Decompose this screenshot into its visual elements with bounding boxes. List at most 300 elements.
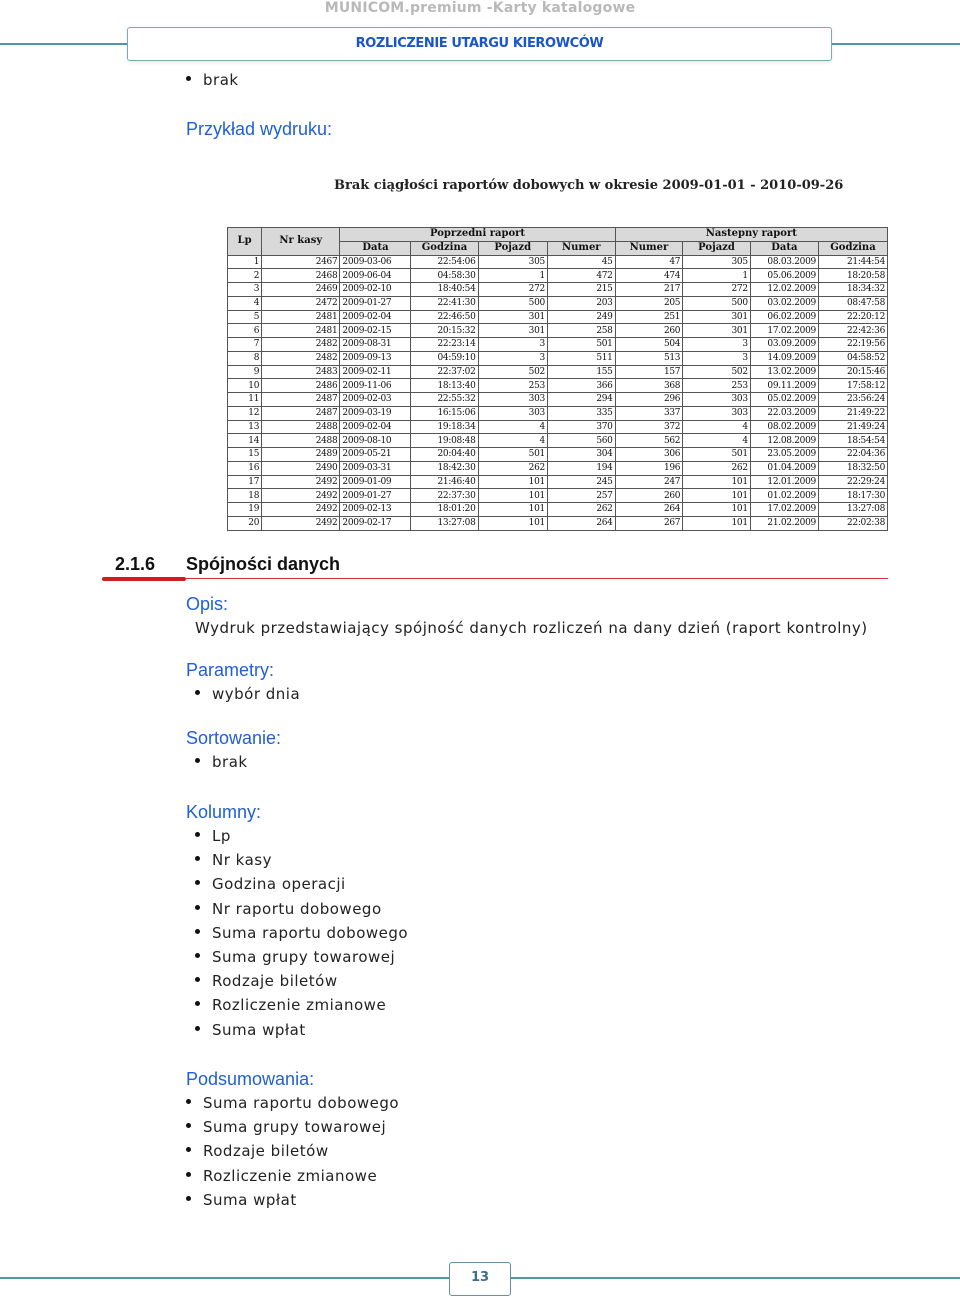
section-title: Spójności danych (186, 554, 341, 574)
report-cell: 260 (615, 324, 683, 338)
report-cell: 22:42:36 (818, 324, 887, 338)
report-row (228, 420, 888, 434)
report-cell: 2009-01-27 (340, 489, 411, 503)
report-cell: 08.03.2009 (750, 255, 818, 269)
report-cell: 372 (615, 420, 683, 434)
report-cell: 19:18:34 (411, 420, 478, 434)
top-list-item (186, 71, 239, 89)
report-cell: 305 (478, 255, 547, 269)
report-cell: 264 (615, 503, 683, 517)
report-cell: 13.02.2009 (750, 365, 818, 379)
list-item (186, 1191, 297, 1209)
sortowanie-item (195, 753, 248, 771)
report-cell: 3 (228, 283, 262, 297)
report-cell: 262 (478, 461, 547, 475)
report-cell: 294 (547, 393, 615, 407)
report-cell: 501 (478, 448, 547, 462)
report-row (228, 406, 888, 420)
report-cell: 16:15:06 (411, 406, 478, 420)
report-cell: 194 (547, 461, 615, 475)
report-cell: 303 (478, 406, 547, 420)
report-cell: 303 (683, 393, 751, 407)
report-cell: 08:47:58 (818, 296, 887, 310)
report-cell: 18:01:20 (411, 503, 478, 517)
report-cell: 2009-05-21 (340, 448, 411, 462)
bullet-icon (195, 929, 200, 934)
report-cell: 2009-08-31 (340, 338, 411, 352)
report-cell: 247 (615, 475, 683, 489)
report-cell: 20:04:40 (411, 448, 478, 462)
report-row (228, 255, 888, 269)
report-cell: 22:19:56 (818, 338, 887, 352)
report-cell: 260 (615, 489, 683, 503)
report-cell: 2492 (262, 489, 340, 503)
report-cell: 05.06.2009 (750, 269, 818, 283)
list-item-text: Suma raportu dobowego (212, 923, 409, 942)
report-row (228, 461, 888, 475)
list-item-text: Suma raportu dobowego (203, 1094, 400, 1112)
report-cell: 262 (683, 461, 751, 475)
report-cell: 22:55:32 (411, 393, 478, 407)
report-cell: 1 (478, 269, 547, 283)
list-item (186, 1167, 377, 1185)
report-cell: 12 (228, 406, 262, 420)
report-cell: 245 (547, 475, 615, 489)
report-cell: 3 (683, 351, 751, 365)
report-cell: 101 (478, 489, 547, 503)
report-cell: 501 (547, 338, 615, 352)
bullet-icon (195, 953, 200, 958)
report-row (228, 434, 888, 448)
report-row (228, 379, 888, 393)
list-item-text: Nr raportu dobowego (212, 899, 382, 918)
report-cell: 215 (547, 283, 615, 297)
report-cell: 501 (683, 448, 751, 462)
report-cell: 47 (615, 255, 683, 269)
report-cell: 21:44:54 (818, 255, 887, 269)
document-title: MUNICOM.premium -Karty katalogowe (324, 0, 636, 16)
report-cell: 01.04.2009 (750, 461, 818, 475)
list-item (195, 875, 346, 893)
report-cell: 303 (683, 406, 751, 420)
report-cell: 2483 (262, 365, 340, 379)
report-cell: 03.09.2009 (750, 338, 818, 352)
list-item (195, 924, 408, 942)
report-row (228, 351, 888, 365)
report-cell: 264 (547, 516, 615, 530)
bullet-icon (195, 977, 200, 982)
report-cell: 4 (228, 296, 262, 310)
report-cell: 21:49:24 (818, 420, 887, 434)
report-cell: 18:42:30 (411, 461, 478, 475)
report-cell: 13:27:08 (818, 503, 887, 517)
report-cell: 12.08.2009 (750, 434, 818, 448)
list-item-text: brak (203, 71, 239, 89)
report-cell: 22:04:36 (818, 448, 887, 462)
report-cell: 502 (683, 365, 751, 379)
report-cell: 12.01.2009 (750, 475, 818, 489)
report-cell: 2009-03-31 (340, 461, 411, 475)
sub-header: Pojazd (478, 241, 547, 255)
report-cell: 21:46:40 (411, 475, 478, 489)
report-cell: 2009-06-04 (340, 269, 411, 283)
report-cell: 272 (478, 283, 547, 297)
list-item-text: Suma grupy towarowej (203, 1118, 387, 1137)
group-prev-header: Poprzedni raport (340, 228, 615, 242)
report-cell: 3 (478, 338, 547, 352)
sub-header: Pojazd (683, 241, 751, 255)
report-cell: 22:29:24 (818, 475, 887, 489)
report-cell: 2492 (262, 475, 340, 489)
report-cell: 17 (228, 475, 262, 489)
report-row (228, 489, 888, 503)
report-cell: 258 (547, 324, 615, 338)
report-cell: 4 (478, 434, 547, 448)
sub-header: Godzina (411, 241, 478, 255)
report-row (228, 324, 888, 338)
report-cell: 304 (547, 448, 615, 462)
list-item-text: Suma grupy towarowej (212, 948, 396, 966)
bullet-icon (186, 1123, 191, 1128)
report-cell: 272 (683, 283, 751, 297)
bullet-icon (186, 1172, 191, 1177)
report-cell: 06.02.2009 (750, 310, 818, 324)
report-cell: 2009-01-09 (340, 475, 411, 489)
report-cell: 13 (228, 420, 262, 434)
list-item-text: Lp (212, 827, 231, 845)
bullet-icon (195, 856, 200, 861)
report-cell: 2488 (262, 434, 340, 448)
bullet-icon (195, 905, 200, 910)
report-row (228, 283, 888, 297)
report-cell: 7 (228, 338, 262, 352)
report-cell: 2009-02-13 (340, 503, 411, 517)
report-cell: 2468 (262, 269, 340, 283)
report-cell: 305 (683, 255, 751, 269)
report-row (228, 338, 888, 352)
header-rule-left (0, 43, 127, 45)
report-cell: 2490 (262, 461, 340, 475)
report-cell: 101 (683, 516, 751, 530)
report-image (226, 170, 888, 534)
list-item (195, 948, 395, 966)
report-cell: 4 (683, 420, 751, 434)
report-cell: 18:34:32 (818, 283, 887, 297)
section-underline (186, 578, 888, 579)
report-cell: 2009-11-06 (340, 379, 411, 393)
report-cell: 13:27:08 (411, 516, 478, 530)
report-cell: 257 (547, 489, 615, 503)
bullet-icon (195, 880, 200, 885)
report-cell: 196 (615, 461, 683, 475)
report-cell: 11 (228, 393, 262, 407)
list-item (186, 1142, 329, 1160)
report-cell: 217 (615, 283, 683, 297)
report-cell: 6 (228, 324, 262, 338)
report-cell: 03.02.2009 (750, 296, 818, 310)
bullet-icon (186, 76, 191, 81)
report-cell: 101 (478, 503, 547, 517)
report-cell: 15 (228, 448, 262, 462)
sub-header: Data (750, 241, 818, 255)
parametry-item (195, 685, 300, 703)
report-cell: 04:59:10 (411, 351, 478, 365)
list-item-text: Suma wpłat (212, 1020, 306, 1039)
report-cell: 19:08:48 (411, 434, 478, 448)
report-cell: 04:58:30 (411, 269, 478, 283)
report-cell: 22.03.2009 (750, 406, 818, 420)
report-cell: 2472 (262, 296, 340, 310)
report-cell: 2467 (262, 255, 340, 269)
report-cell: 18:32:50 (818, 461, 887, 475)
report-cell: 22:37:02 (411, 365, 478, 379)
report-cell: 2469 (262, 283, 340, 297)
report-cell: 12.02.2009 (750, 283, 818, 297)
report-cell: 22:41:30 (411, 296, 478, 310)
sub-header: Numer (615, 241, 683, 255)
report-cell: 2009-02-04 (340, 420, 411, 434)
report-cell: 17.02.2009 (750, 503, 818, 517)
sub-header: Data (340, 241, 411, 255)
report-cell: 504 (615, 338, 683, 352)
list-item-text: Rodzaje biletów (203, 1142, 329, 1161)
list-item-text: Suma wpłat (203, 1190, 297, 1209)
bullet-icon (195, 758, 200, 763)
report-cell: 101 (683, 489, 751, 503)
report-cell: 562 (615, 434, 683, 448)
kolumny-label: Kolumny: (186, 802, 262, 822)
report-cell: 2482 (262, 351, 340, 365)
report-cell: 2009-03-19 (340, 406, 411, 420)
col-nr-kasy-header: Nr kasy (262, 228, 340, 256)
page-number: 13 (449, 1262, 511, 1296)
report-cell: 368 (615, 379, 683, 393)
report-cell: 17:58:12 (818, 379, 887, 393)
report-cell: 19 (228, 503, 262, 517)
report-cell: 366 (547, 379, 615, 393)
example-label: Przykład wydruku: (186, 119, 333, 139)
parametry-label: Parametry: (186, 660, 275, 680)
report-cell: 2481 (262, 310, 340, 324)
report-cell: 05.02.2009 (750, 393, 818, 407)
report-cell: 14 (228, 434, 262, 448)
report-table (227, 227, 888, 531)
list-item (195, 1021, 306, 1039)
report-cell: 474 (615, 269, 683, 283)
report-row (228, 503, 888, 517)
report-cell: 249 (547, 310, 615, 324)
report-cell: 2009-08-10 (340, 434, 411, 448)
report-title: Brak ciągłości raportów dobowych w okresie 2009-01-01 - 2010-09-26 (334, 178, 844, 193)
report-cell: 18:40:54 (411, 283, 478, 297)
report-cell: 22:37:30 (411, 489, 478, 503)
report-cell: 500 (478, 296, 547, 310)
report-cell: 2009-03-06 (340, 255, 411, 269)
report-cell: 4 (683, 434, 751, 448)
report-cell: 560 (547, 434, 615, 448)
report-cell: 18 (228, 489, 262, 503)
sub-header: Numer (547, 241, 615, 255)
report-cell: 3 (683, 338, 751, 352)
report-cell: 22:23:14 (411, 338, 478, 352)
report-cell: 301 (683, 310, 751, 324)
report-cell: 23:56:24 (818, 393, 887, 407)
report-cell: 337 (615, 406, 683, 420)
report-cell: 9 (228, 365, 262, 379)
group-next-header: Nastepny raport (615, 228, 887, 242)
list-item (195, 827, 231, 845)
report-cell: 301 (478, 324, 547, 338)
report-cell: 10 (228, 379, 262, 393)
list-item-text: Rozliczenie zmianowe (203, 1166, 378, 1185)
report-cell: 301 (478, 310, 547, 324)
report-cell: 2009-09-13 (340, 351, 411, 365)
list-item (195, 851, 272, 869)
report-row (228, 310, 888, 324)
report-cell: 301 (683, 324, 751, 338)
report-cell: 101 (478, 516, 547, 530)
report-cell: 23.05.2009 (750, 448, 818, 462)
report-cell: 20:15:32 (411, 324, 478, 338)
report-row (228, 269, 888, 283)
report-cell: 2009-02-15 (340, 324, 411, 338)
report-row (228, 448, 888, 462)
report-cell: 303 (478, 393, 547, 407)
report-cell: 22:46:50 (411, 310, 478, 324)
report-cell: 511 (547, 351, 615, 365)
report-cell: 1 (683, 269, 751, 283)
report-cell: 262 (547, 503, 615, 517)
list-item (186, 1094, 399, 1112)
report-cell: 04:58:52 (818, 351, 887, 365)
report-cell: 203 (547, 296, 615, 310)
report-cell: 18:13:40 (411, 379, 478, 393)
report-cell: 502 (478, 365, 547, 379)
opis-text: Wydruk przedstawiający spójność danych rozliczeń na dany dzień (raport kontrolny) (195, 619, 868, 637)
list-item (186, 1118, 386, 1136)
report-row (228, 365, 888, 379)
report-cell: 253 (478, 379, 547, 393)
report-row (228, 516, 888, 530)
list-item-text: Nr kasy (212, 851, 272, 870)
sortowanie-label: Sortowanie: (186, 728, 282, 748)
sub-header: Godzina (818, 241, 887, 255)
report-cell: 267 (615, 516, 683, 530)
bullet-icon (195, 1026, 200, 1031)
report-cell: 17.02.2009 (750, 324, 818, 338)
report-cell: 2009-02-03 (340, 393, 411, 407)
report-cell: 296 (615, 393, 683, 407)
report-cell: 2492 (262, 516, 340, 530)
bullet-icon (186, 1099, 191, 1104)
report-cell: 2487 (262, 393, 340, 407)
report-cell: 157 (615, 365, 683, 379)
list-item-text: brak (212, 753, 248, 771)
report-cell: 01.02.2009 (750, 489, 818, 503)
report-cell: 335 (547, 406, 615, 420)
report-cell: 2488 (262, 420, 340, 434)
report-cell: 45 (547, 255, 615, 269)
list-item-text: wybór dnia (212, 685, 301, 703)
report-row (228, 296, 888, 310)
report-row (228, 393, 888, 407)
report-cell: 2489 (262, 448, 340, 462)
report-cell: 20 (228, 516, 262, 530)
col-lp-header: Lp (228, 228, 262, 256)
bullet-icon (186, 1147, 191, 1152)
report-cell: 155 (547, 365, 615, 379)
report-cell: 101 (478, 475, 547, 489)
section-number: 2.1.6 (115, 554, 156, 574)
report-cell: 16 (228, 461, 262, 475)
report-cell: 08.02.2009 (750, 420, 818, 434)
report-cell: 8 (228, 351, 262, 365)
report-cell: 18:54:54 (818, 434, 887, 448)
report-cell: 18:17:30 (818, 489, 887, 503)
list-item-text: Godzina operacji (212, 875, 346, 894)
footer-rule-left (0, 1277, 449, 1279)
header-rule-right (831, 43, 960, 45)
report-cell: 2481 (262, 324, 340, 338)
report-cell: 5 (228, 310, 262, 324)
report-row (228, 475, 888, 489)
bullet-icon (195, 690, 200, 695)
report-cell: 472 (547, 269, 615, 283)
list-item (195, 996, 386, 1014)
report-cell: 2009-01-27 (340, 296, 411, 310)
report-cell: 14.09.2009 (750, 351, 818, 365)
list-item (195, 972, 338, 990)
report-cell: 306 (615, 448, 683, 462)
report-cell: 2009-02-04 (340, 310, 411, 324)
report-cell: 22:02:38 (818, 516, 887, 530)
report-cell: 21:49:22 (818, 406, 887, 420)
report-cell: 2 (228, 269, 262, 283)
report-cell: 21.02.2009 (750, 516, 818, 530)
report-cell: 2487 (262, 406, 340, 420)
bullet-icon (186, 1196, 191, 1201)
report-cell: 500 (683, 296, 751, 310)
footer-rule-right (510, 1277, 960, 1279)
report-cell: 1 (228, 255, 262, 269)
report-cell: 22:20:12 (818, 310, 887, 324)
report-cell: 18:20:58 (818, 269, 887, 283)
report-cell: 101 (683, 503, 751, 517)
report-cell: 205 (615, 296, 683, 310)
report-cell: 4 (478, 420, 547, 434)
report-cell: 2486 (262, 379, 340, 393)
report-cell: 22:54:06 (411, 255, 478, 269)
bullet-icon (195, 1001, 200, 1006)
report-cell: 2482 (262, 338, 340, 352)
section-header-box: ROZLICZENIE UTARGU KIEROWCÓW (127, 27, 832, 61)
report-cell: 251 (615, 310, 683, 324)
report-cell: 253 (683, 379, 751, 393)
report-cell: 3 (478, 351, 547, 365)
report-cell: 09.11.2009 (750, 379, 818, 393)
report-cell: 20:15:46 (818, 365, 887, 379)
report-cell: 370 (547, 420, 615, 434)
bullet-icon (195, 832, 200, 837)
section-underline-accent (102, 577, 186, 581)
report-cell: 2492 (262, 503, 340, 517)
opis-label: Opis: (186, 594, 229, 614)
list-item-text: Rodzaje biletów (212, 972, 338, 991)
report-cell: 513 (615, 351, 683, 365)
podsumowania-label: Podsumowania: (186, 1069, 315, 1089)
list-item (195, 900, 382, 918)
report-cell: 2009-02-10 (340, 283, 411, 297)
